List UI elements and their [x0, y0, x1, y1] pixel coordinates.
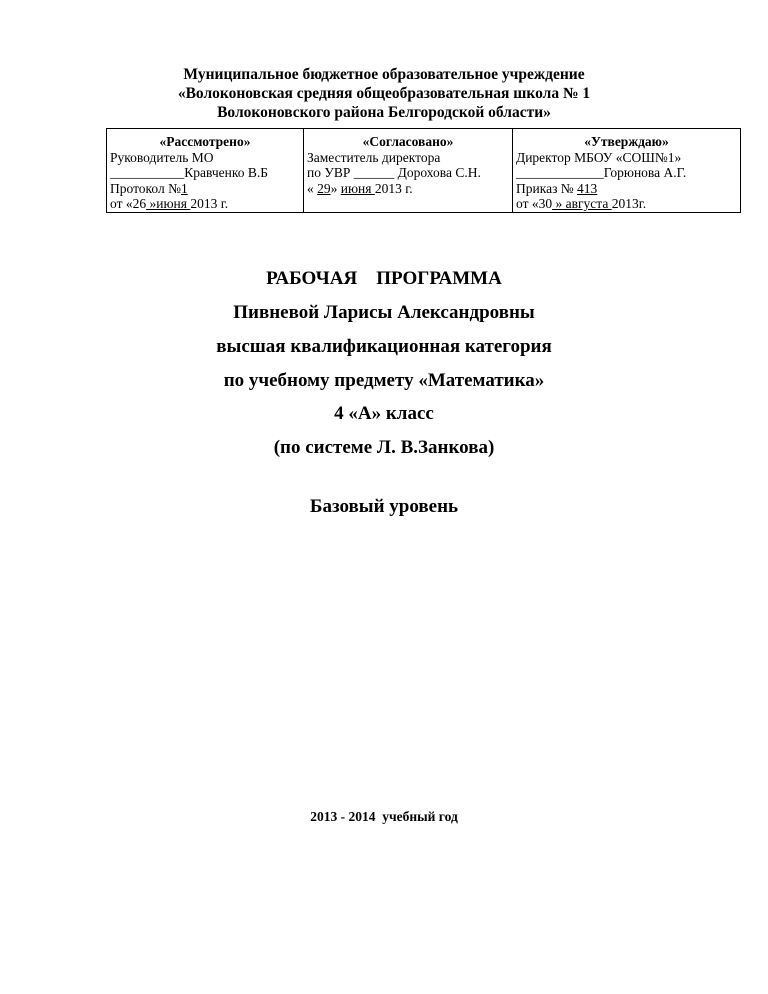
approved-order-number: 413 — [577, 180, 598, 196]
reviewed-title: «Рассмотрено» — [159, 134, 251, 149]
reviewed-date-prefix: от «26 — [110, 196, 147, 212]
reviewed-protocol-number: 1 — [180, 180, 188, 196]
program-subject: по учебному предмету «Математика» — [223, 370, 545, 391]
approved-date-blank: » — [552, 196, 563, 212]
reviewed-date-blank: » — [146, 196, 157, 212]
agreed-date-year: 2013 г. — [374, 180, 413, 196]
header-line-district: Волоконовского района Белгородской области» — [217, 104, 551, 121]
reviewed-signature-line — [110, 165, 300, 181]
agreed-date — [307, 181, 509, 197]
approved-title: «Утверждаю» — [584, 134, 669, 149]
header-line-school-name: «Волоконовская средняя общеобразовательная школа № 1 — [177, 85, 591, 102]
reviewed-date-month: июня — [156, 196, 191, 212]
reviewed-date-year: 2013 г. — [190, 196, 229, 212]
agreed-date-day: 29 — [317, 180, 331, 196]
agreed-role: Заместитель директора — [307, 149, 441, 165]
approval-row — [107, 129, 741, 213]
approved-order — [516, 181, 737, 197]
reviewed-role: Руководитель МО — [110, 149, 214, 165]
agreed-cell — [304, 129, 513, 213]
agreed-title: «Согласовано» — [362, 134, 454, 149]
approved-date-month: августа — [562, 196, 612, 212]
program-system: (по системе Л. В.Занкова) — [273, 437, 495, 458]
school-header — [0, 65, 768, 122]
agreed-signature-line: по УВР ______ Дорохова С.Н. — [307, 165, 481, 181]
academic-year: 2013 - 2014 учебный год — [310, 809, 458, 824]
reviewed-signer-name: Кравченко В.Б — [184, 165, 268, 181]
reviewed-cell — [107, 129, 304, 213]
approved-sign-blank: _____________ — [516, 165, 604, 181]
reviewed-protocol — [110, 181, 300, 197]
header-line-institution: Муниципальное бюджетное образовательное учреждение — [183, 66, 585, 83]
approved-role: Директор МБОУ «СОШ№1» — [516, 149, 682, 165]
program-title: РАБОЧАЯ ПРОГРАММА — [266, 268, 502, 289]
approved-date-prefix: от «30 — [516, 196, 553, 212]
program-category: высшая квалификационная категория — [216, 336, 552, 357]
reviewed-protocol-label: Протокол № — [110, 180, 181, 196]
approved-date-year: 2013г. — [611, 196, 647, 212]
approved-order-label: Приказ № — [516, 180, 578, 196]
approval-table — [106, 128, 741, 213]
agreed-date-open: « — [307, 180, 318, 196]
approved-signer-name: Горюнова А.Г. — [603, 165, 687, 181]
reviewed-date — [110, 196, 300, 212]
agreed-date-close: » — [330, 180, 341, 196]
program-level: Базовый уровень — [309, 496, 459, 517]
approved-signature-line — [516, 165, 737, 181]
approved-date — [516, 196, 737, 212]
approved-cell — [513, 129, 741, 213]
program-teacher: Пивневой Ларисы Александровны — [233, 302, 535, 323]
agreed-date-month: июня — [340, 180, 375, 196]
reviewed-sign-blank: ___________ — [110, 165, 185, 181]
program-grade: 4 «А» класс — [334, 403, 434, 424]
